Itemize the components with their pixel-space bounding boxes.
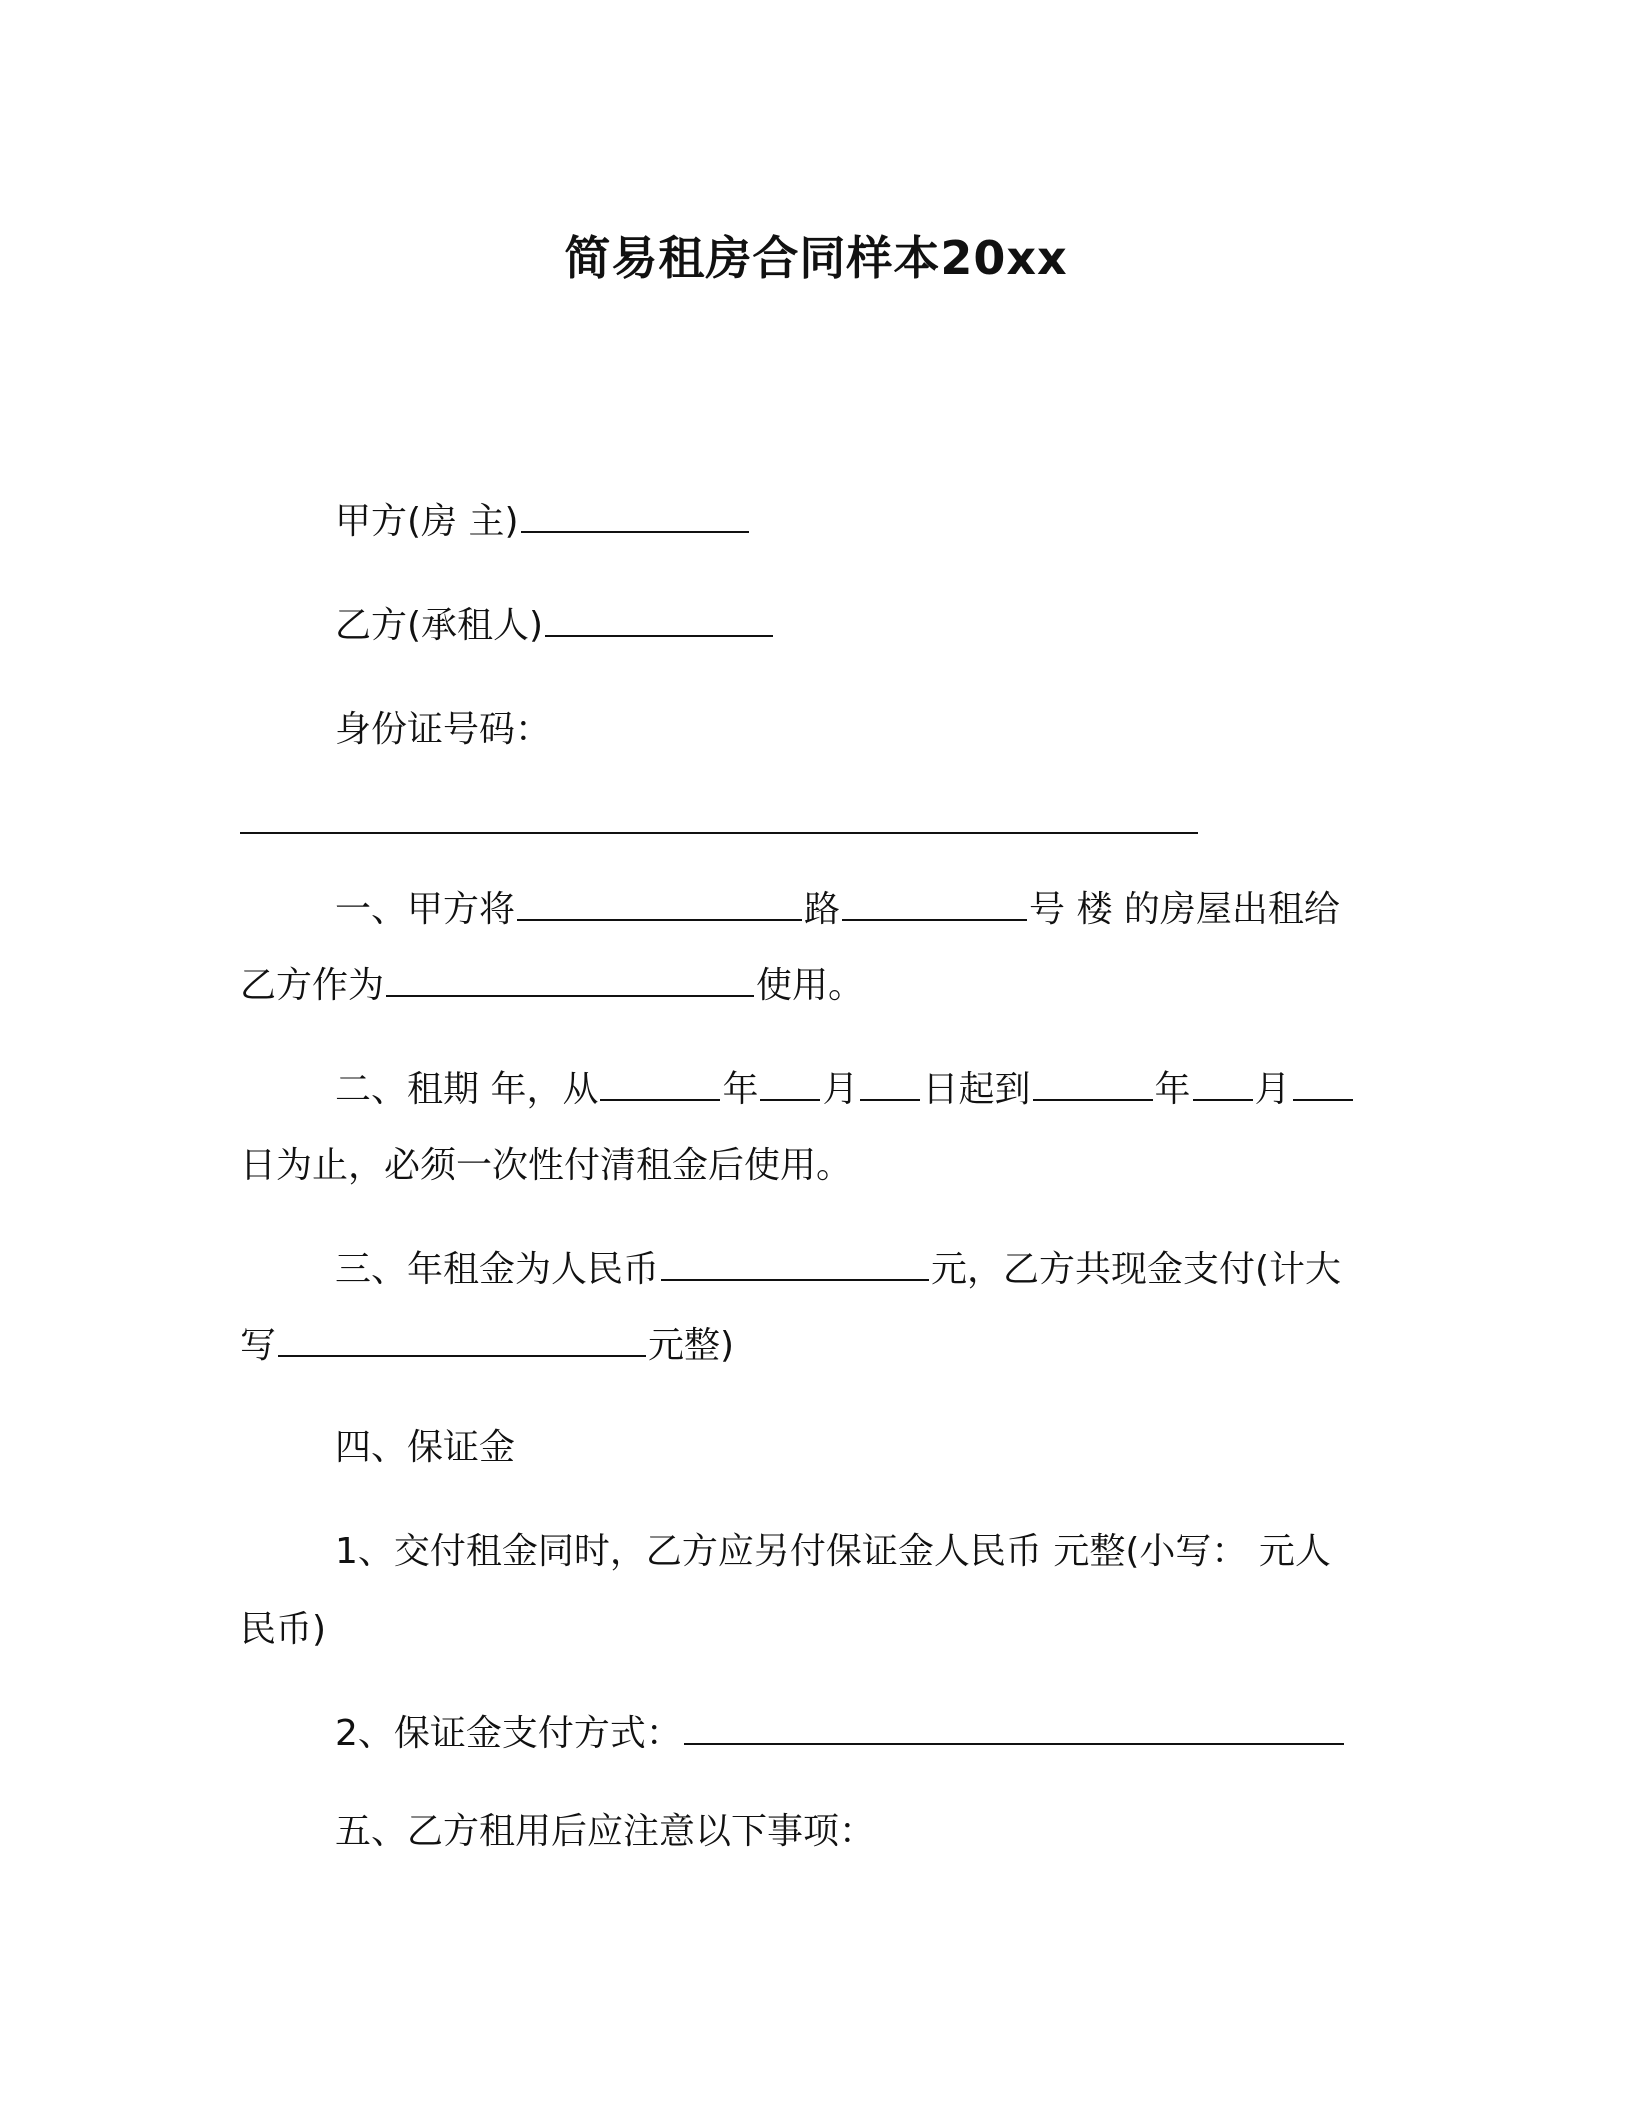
clause2-month-label: 月	[822, 1069, 859, 1110]
clause2-line2	[240, 1142, 852, 1190]
document-title: 简易租房合同样本20xx	[564, 231, 1068, 285]
clause1-line2	[240, 962, 864, 1010]
clause1-text-a: 一、甲方将	[335, 889, 516, 930]
annual-rent-blank[interactable]	[661, 1249, 929, 1281]
clause1-text-c: 号 楼 的房屋出租给	[1029, 889, 1340, 930]
usage-blank[interactable]	[386, 965, 754, 997]
deposit-method-label: 2、保证金支付方式：	[335, 1713, 682, 1754]
clause3-text-c: 写	[240, 1325, 277, 1366]
clause2-line1	[335, 1066, 1355, 1114]
party-b-blank[interactable]	[545, 605, 773, 637]
clause2-text-a: 二、租期 年，从	[335, 1069, 599, 1110]
party-a-label: 甲方(房 主)	[335, 501, 519, 542]
clause5-heading: 五、乙方租用后应注意以下事项：	[335, 1811, 876, 1852]
end-month-blank[interactable]	[1193, 1069, 1253, 1101]
start-day-blank[interactable]	[860, 1069, 920, 1101]
amount-in-words-blank[interactable]	[278, 1325, 646, 1357]
party-a-blank[interactable]	[521, 501, 749, 533]
clause3-text-b: 元，乙方共现金支付(计大	[931, 1249, 1342, 1290]
party-a-line	[335, 498, 751, 546]
number-blank[interactable]	[842, 889, 1027, 921]
clause1-text-e: 使用。	[756, 965, 865, 1006]
clause4-heading: 四、保证金	[335, 1427, 516, 1468]
clause1-text-b: 路	[804, 889, 841, 930]
clause2-year2-label: 年	[1154, 1069, 1191, 1110]
end-year-blank[interactable]	[1033, 1069, 1153, 1101]
clause2-text-end: 日为止，必须一次性付清租金后使用。	[240, 1145, 853, 1186]
clause3-text-d: 元整)	[648, 1325, 735, 1366]
clause2-year-label: 年	[722, 1069, 759, 1110]
clause2-month2-label: 月	[1254, 1069, 1291, 1110]
clause1-line1	[335, 886, 1340, 934]
id-number-blank[interactable]	[240, 832, 1198, 834]
clause3-line2	[240, 1322, 734, 1370]
clause4-item2-line	[335, 1710, 1346, 1758]
clause4-item1-line2: 民币)	[240, 1609, 327, 1650]
start-year-blank[interactable]	[600, 1069, 720, 1101]
id-number-label: 身份证号码：	[335, 709, 552, 750]
party-b-label: 乙方(承租人)	[335, 605, 544, 646]
start-month-blank[interactable]	[760, 1069, 820, 1101]
clause3-text-a: 三、年租金为人民币	[335, 1249, 660, 1290]
clause2-day-label: 日起到	[922, 1069, 1031, 1110]
deposit-method-blank[interactable]	[684, 1713, 1344, 1745]
end-day-blank[interactable]	[1293, 1069, 1353, 1101]
id-number-line	[335, 706, 551, 754]
road-blank[interactable]	[517, 889, 802, 921]
clause3-line1	[335, 1246, 1341, 1294]
clause1-text-d: 乙方作为	[240, 965, 385, 1006]
party-b-line	[335, 602, 775, 650]
clause4-item1-line1: 1、交付租金同时，乙方应另付保证金人民币 元整(小写： 元人	[335, 1531, 1331, 1572]
